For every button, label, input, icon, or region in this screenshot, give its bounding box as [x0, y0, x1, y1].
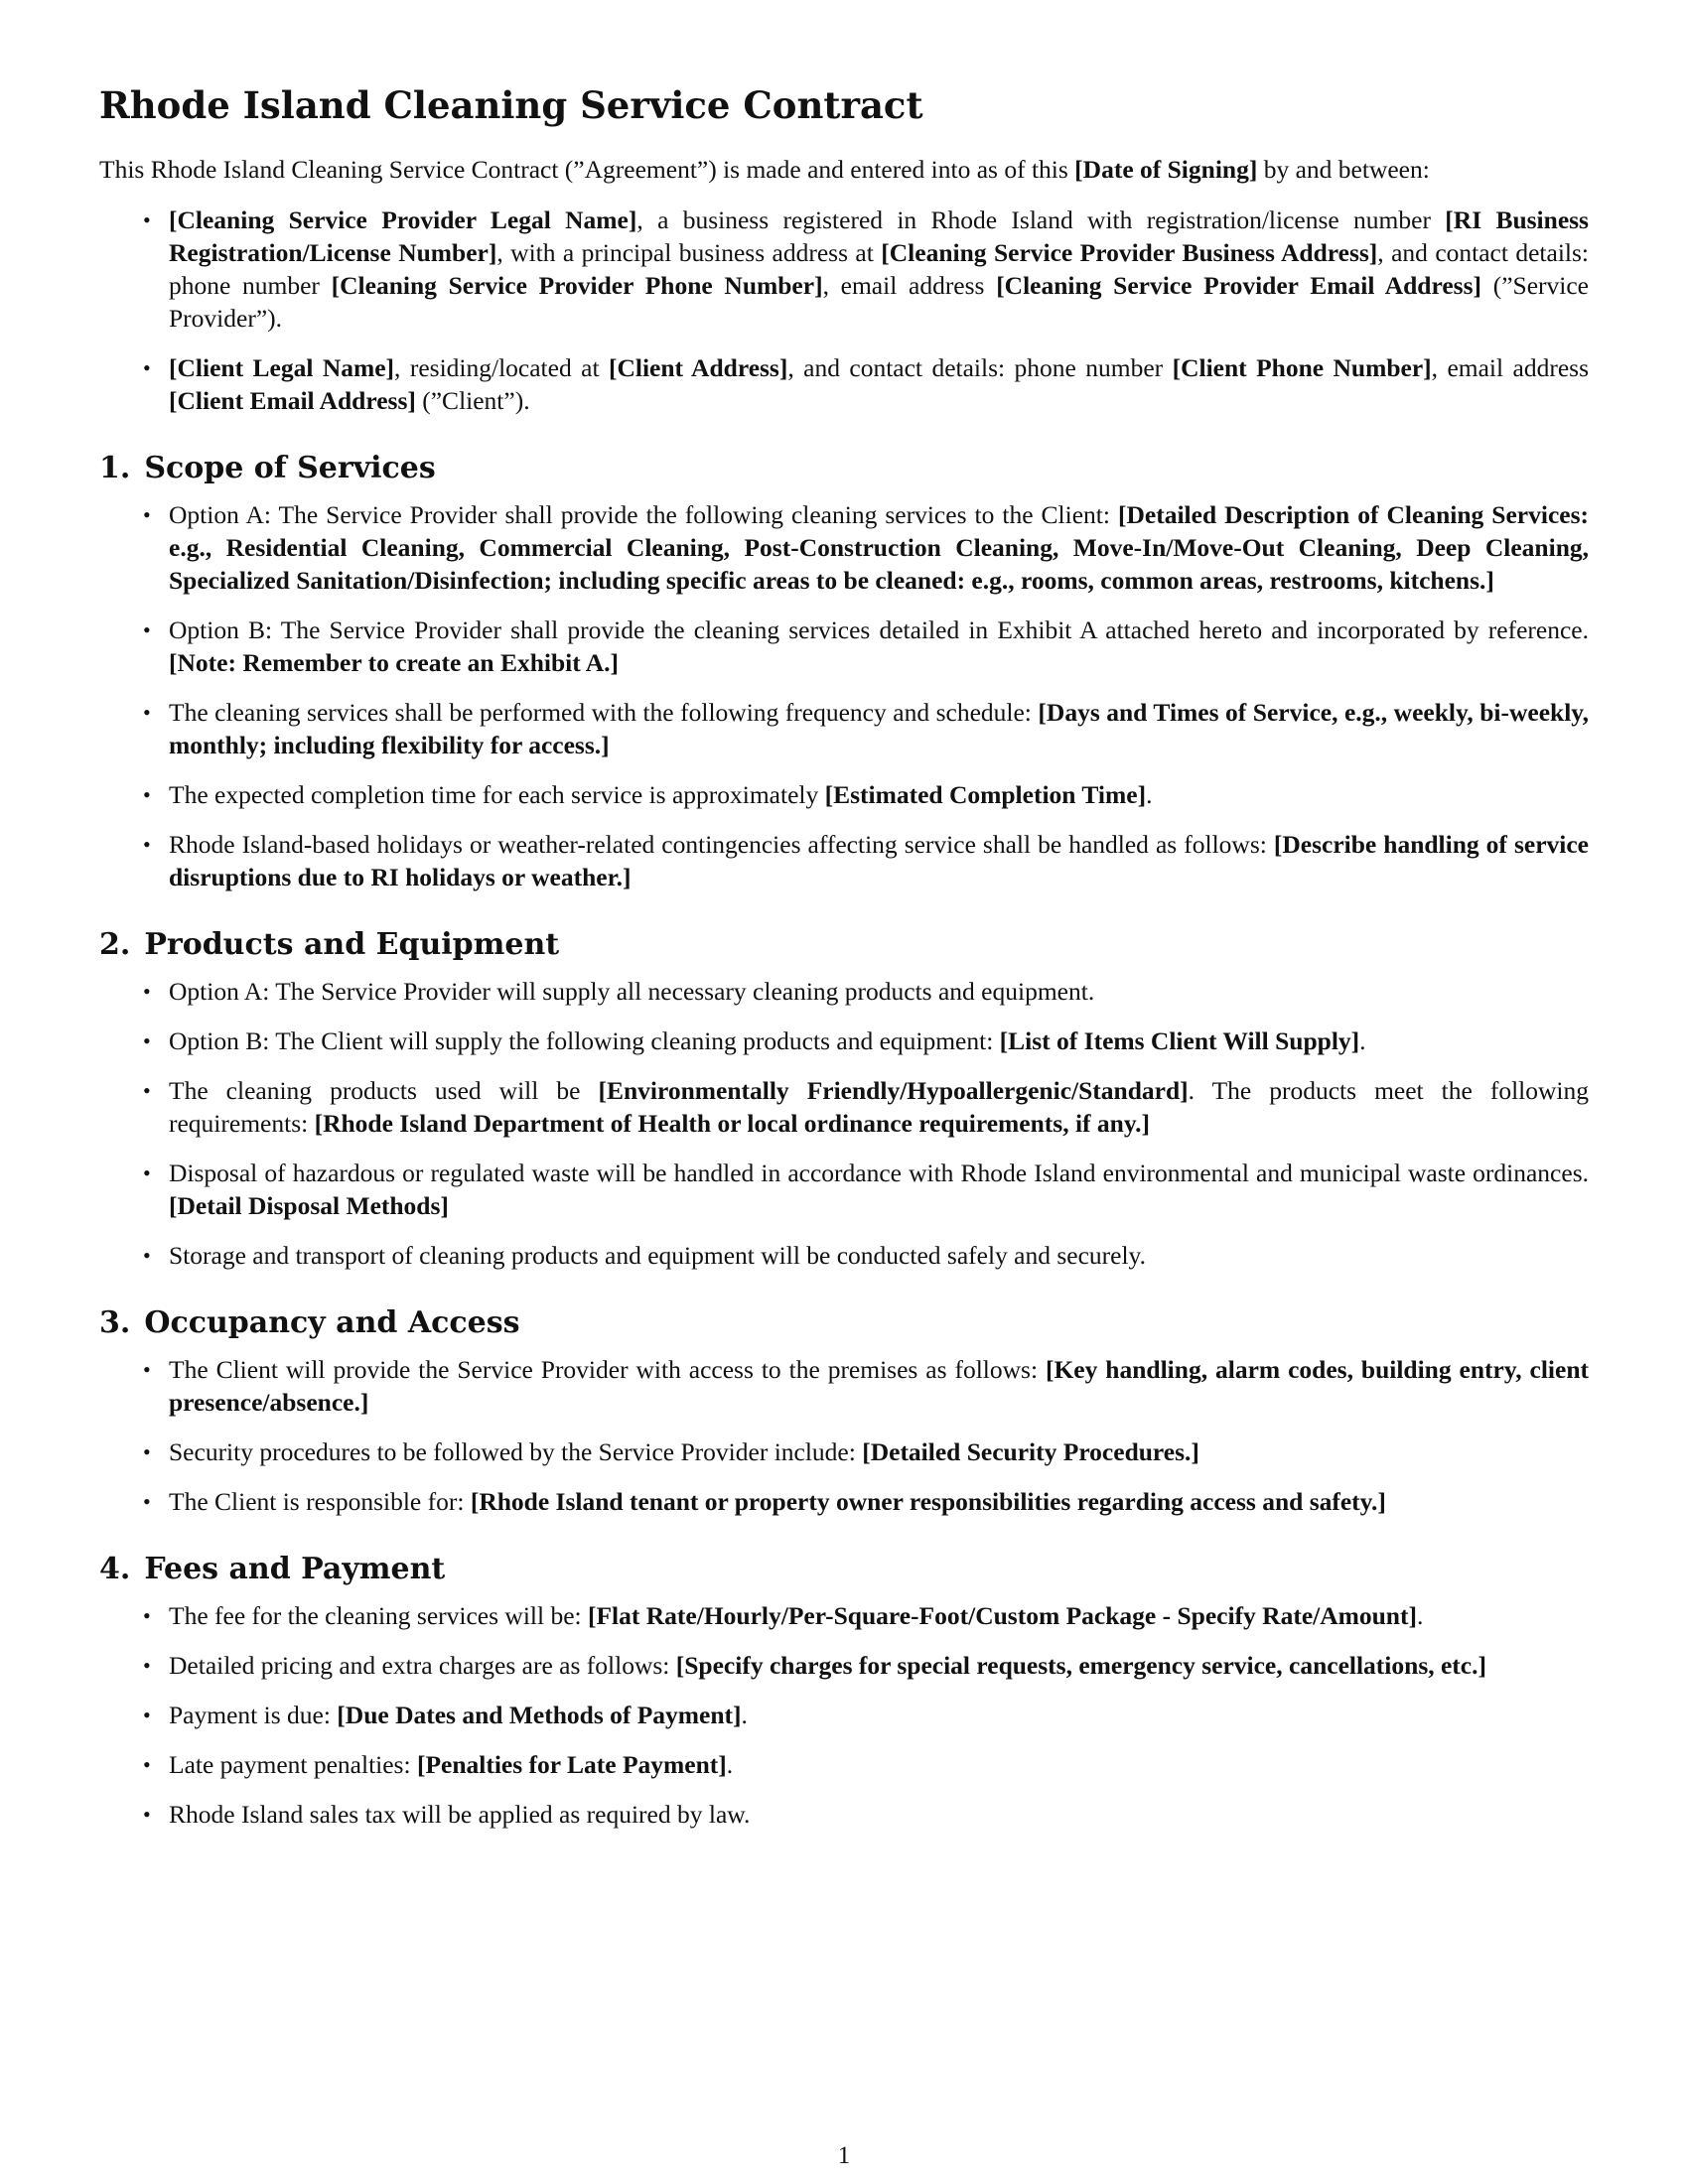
list-item [169, 1239, 1589, 1272]
placeholder: [Detailed Security Procedures.] [862, 1437, 1199, 1467]
text: , with a principal business address at [496, 238, 882, 268]
page-number: 1 [837, 2142, 851, 2169]
list-item [169, 498, 1589, 597]
text: . [1359, 1026, 1366, 1056]
products-list [99, 975, 1589, 1272]
text: Disposal of hazardous or regulated waste will be handled in accordance with Rhode Island environmental and municipal waste ordinances. [169, 1159, 1589, 1188]
text: Option B: The Service Provider shall provide the cleaning services detailed in Exhibit A attached hereto and incorporated by reference. [169, 615, 1589, 645]
list-item [169, 778, 1589, 811]
placeholder: [Specify charges for special requests, emergency service, cancellations, etc.] [675, 1651, 1486, 1681]
list-item [169, 1024, 1589, 1057]
text: The cleaning services shall be performed with the following frequency and schedule: [169, 698, 1039, 728]
section-title: Fees and Payment [144, 1552, 446, 1587]
text: Storage and transport of cleaning products and equipment will be conducted safely and securely. [169, 1241, 1147, 1271]
fees-list [99, 1599, 1589, 1831]
placeholder: [Detailed Description of Cleaning Services: e.g., Residential Cleaning, Commercial Cleaning, Post-Construction Cleaning, Move-In/Move-Out Cleaning, Deep Cleaning, Specialized Sanitation/Disinfection; including specific areas to be cleaned: e.g., rooms, common areas, restrooms, kitchens.] [169, 500, 1589, 596]
placeholder: [Client Phone Number] [1172, 353, 1432, 383]
contract-page [99, 83, 1589, 1847]
placeholder: [Client Legal Name] [169, 353, 395, 383]
text: . [1416, 1601, 1424, 1631]
text: . [726, 1750, 734, 1780]
placeholder: [Days and Times of Service, e.g., weekly, bi-weekly, monthly; including flexibility for access.] [169, 698, 1590, 760]
document-title: Rhode Island Cleaning Service Contract [99, 83, 923, 127]
list-item [169, 1748, 1589, 1781]
list-item [169, 1649, 1589, 1682]
placeholder: [RI Business Registration/License Number] [169, 205, 1589, 268]
placeholder: [Client Email Address] [169, 386, 416, 416]
list-item [169, 1485, 1589, 1518]
text: , email address [1431, 353, 1589, 383]
placeholder: [Due Dates and Methods of Payment] [337, 1701, 742, 1730]
text: Security procedures to be followed by the Service Provider include: [169, 1437, 863, 1467]
placeholder: [Cleaning Service Provider Business Address] [881, 238, 1378, 268]
placeholder: [Environmentally Friendly/Hypoallergenic/Standard] [598, 1076, 1189, 1106]
list-item-client [169, 351, 1589, 417]
text: The Client will provide the Service Provider with access to the premises as follows: [169, 1355, 1046, 1385]
text: Late payment penalties: [169, 1750, 417, 1780]
text: Rhode Island-based holidays or weather-related contingencies affecting service shall be handled as follows: [169, 830, 1274, 860]
list-item [169, 1157, 1589, 1222]
section-heading-products [99, 927, 1589, 963]
list-item [169, 1798, 1589, 1831]
placeholder: [Describe handling of service disruptions due to RI holidays or weather.] [169, 830, 1589, 892]
placeholder: [Flat Rate/Hourly/Per-Square-Foot/Custom Package - Specify Rate/Amount] [587, 1601, 1417, 1631]
text: (”Service Provider”). [169, 271, 1589, 334]
section-number: 1. [99, 451, 131, 486]
text: The Client is responsible for: [169, 1487, 471, 1517]
text: . [741, 1701, 748, 1730]
list-item-provider [169, 204, 1589, 335]
text: Option B: The Client will supply the following cleaning products and equipment: [169, 1026, 1000, 1056]
access-list [99, 1353, 1589, 1518]
placeholder: [Cleaning Service Provider Legal Name] [169, 205, 637, 235]
scope-list [99, 498, 1589, 893]
section-number: 2. [99, 927, 131, 963]
list-item [169, 696, 1589, 761]
list-item [169, 1599, 1589, 1632]
placeholder: [Note: Remember to create an Exhibit A.] [169, 648, 619, 678]
text: , residing/located at [394, 353, 609, 383]
section-heading-access [99, 1305, 1589, 1341]
text: Option A: The Service Provider will supply all necessary cleaning products and equipment. [169, 977, 1095, 1007]
text: The fee for the cleaning services will be: [169, 1601, 588, 1631]
text: Option A: The Service Provider shall provide the following cleaning services to the Client: [169, 500, 1118, 530]
placeholder: [Key handling, alarm codes, building entry, client presence/absence.] [169, 1355, 1589, 1418]
list-item [169, 614, 1589, 679]
intro-text: by and between: [1257, 155, 1430, 185]
intro-text: This Rhode Island Cleaning Service Contract (”Agreement”) is made and entered into as of this [99, 155, 1075, 185]
placeholder: [Rhode Island tenant or property owner responsibilities regarding access and safety.] [470, 1487, 1386, 1517]
text: , a business registered in Rhode Island with registration/license number [636, 205, 1446, 235]
date-of-signing-placeholder: [Date of Signing] [1074, 155, 1258, 185]
text: . The products meet the following requirements: [169, 1076, 1589, 1139]
placeholder: [Penalties for Late Payment] [416, 1750, 727, 1780]
placeholder: [Rhode Island Department of Health or local ordinance requirements, if any.] [314, 1109, 1151, 1139]
text: , email address [822, 271, 997, 301]
text: The expected completion time for each service is approximately [169, 780, 825, 810]
placeholder: [Client Address] [608, 353, 788, 383]
text: Detailed pricing and extra charges are as follows: [169, 1651, 676, 1681]
list-item [169, 828, 1589, 893]
section-number: 3. [99, 1305, 131, 1341]
list-item [169, 1699, 1589, 1731]
section-heading-fees [99, 1552, 1589, 1587]
section-title: Scope of Services [144, 451, 436, 486]
placeholder: [Detail Disposal Methods] [169, 1191, 449, 1221]
placeholder: [Cleaning Service Provider Phone Number] [331, 271, 823, 301]
placeholder: [List of Items Client Will Supply] [999, 1026, 1360, 1056]
text: , and contact details: phone number [787, 353, 1173, 383]
section-number: 4. [99, 1552, 131, 1587]
section-title: Occupancy and Access [144, 1305, 520, 1341]
intro-paragraph [99, 153, 1589, 186]
section-heading-scope [99, 451, 1589, 486]
text: (”Client”). [415, 386, 530, 416]
list-item [169, 1353, 1589, 1419]
text: . [1146, 780, 1153, 810]
section-title: Products and Equipment [144, 927, 560, 963]
placeholder: [Cleaning Service Provider Email Address] [996, 271, 1482, 301]
list-item [169, 975, 1589, 1008]
placeholder: [Estimated Completion Time] [824, 780, 1147, 810]
list-item [169, 1074, 1589, 1140]
text: The cleaning products used will be [169, 1076, 599, 1106]
parties-list [99, 204, 1589, 417]
text: Rhode Island sales tax will be applied as required by law. [169, 1800, 751, 1830]
text: , and contact details: phone number [169, 238, 1590, 301]
list-item [169, 1435, 1589, 1468]
text: Payment is due: [169, 1701, 338, 1730]
